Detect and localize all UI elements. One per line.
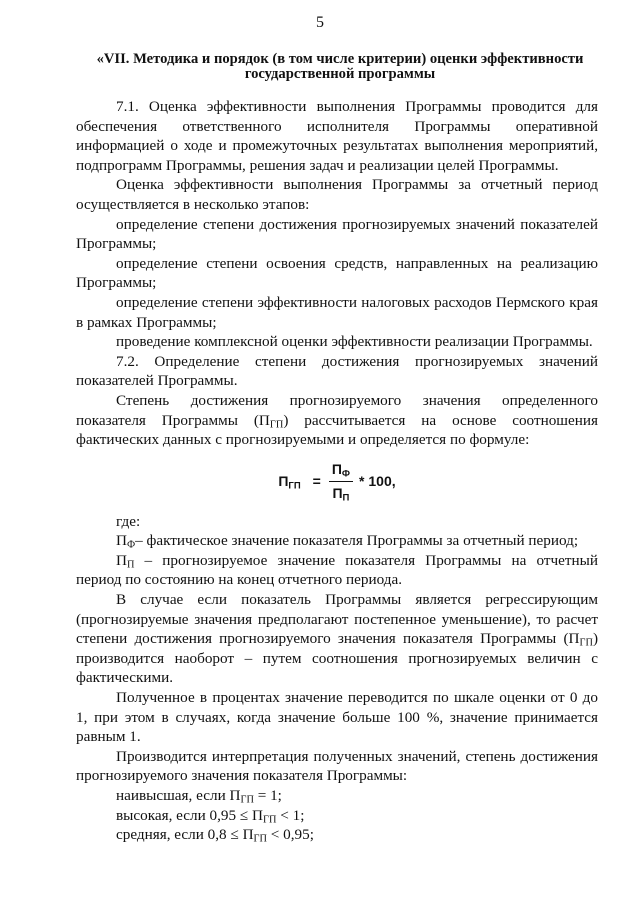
- paragraph-achievement-degree: [76, 391, 598, 450]
- grade-medium: [76, 825, 598, 845]
- text-fragment: ) производится наоборот – путем соотношения прогнозируемых величин с фактическими.: [76, 630, 598, 687]
- subscript-gp: ГП: [240, 794, 254, 806]
- symbol-p: П: [332, 485, 343, 502]
- subscript-f: Ф: [341, 467, 351, 479]
- subscript-gp: ГП: [269, 419, 284, 431]
- symbol-p: П: [331, 460, 342, 477]
- definition-text: – прогнозируемое значение показателя Программы на отчетный период по состоянию на конец отчетного периода.: [76, 551, 598, 589]
- text-fragment: В случае если показатель Программы является регрессирующим (прогнозируемые значения предполагают постепенное уменьшение), то расчет степени достижения прогнозируемого значения показателя Программы (П: [76, 591, 598, 648]
- paragraph-scale: Полученное в процентах значение переводится по шкале оценки от 0 до 1, при этом в случаях, когда значение больше 100 %, значение принимается равным 1.: [76, 689, 598, 746]
- subscript-gp: ГП: [288, 480, 301, 492]
- stage-item-complex-evaluation: проведение комплексной оценки эффективности реализации Программы.: [116, 333, 593, 351]
- stage-item-indicators: определение степени достижения прогнозируемых значений показателей Программы;: [76, 215, 598, 253]
- fraction-numerator: [329, 460, 353, 483]
- grade-condition: < 1;: [276, 806, 305, 824]
- subscript-f: Ф: [126, 539, 136, 551]
- definition-forecast: [76, 551, 598, 590]
- formula: [76, 454, 598, 510]
- definition-fact: [76, 531, 598, 551]
- text-fragment: ) рассчитывается на основе соотношения фактических данных с прогнозируемыми и определяется по формуле:: [76, 411, 598, 449]
- subscript-p: П: [126, 559, 135, 571]
- text-fragment: Степень достижения прогнозируемого значения определенного показателя Программы (П: [76, 391, 598, 429]
- paragraph-interpretation: Производится интерпретация полученных значений, степень достижения прогнозируемого значения показателя Программы:: [76, 747, 598, 785]
- formula-lhs: [278, 472, 300, 492]
- grade-highest: [76, 786, 598, 806]
- definition-text: – фактическое значение показателя Программы за отчетный период;: [135, 532, 579, 550]
- grade-text: высокая, если 0,95 ≤ П: [116, 806, 264, 824]
- document-body: [76, 97, 598, 845]
- paragraph-evaluation-stages: Оценка эффективности выполнения Программы за отчетный период осуществляется в несколько этапов:: [76, 176, 598, 213]
- subscript-gp: ГП: [253, 833, 267, 845]
- formula-multiplier: * 100,: [359, 472, 396, 489]
- grade-text: наивысшая, если П: [116, 787, 241, 804]
- symbol-p: П: [116, 551, 127, 569]
- symbol-p: П: [278, 472, 289, 489]
- paragraph-7-2: 7.2. Определение степени достижения прогнозируемых значений показателей Программы.: [76, 352, 598, 390]
- subscript-gp: ГП: [579, 637, 593, 649]
- grade-text: средняя, если 0,8 ≤ П: [116, 826, 254, 844]
- grade-high: [76, 806, 598, 826]
- subscript-gp: ГП: [263, 814, 277, 826]
- paragraph-7-1: 7.1. Оценка эффективности выполнения Программы проводится для обеспечения ответственного исполнителя Программы оперативной информацией о ходе и промежуточных результатах выполнения мероприятий, подпрограмм Программы, решения задач и реализации целей Программы.: [76, 98, 598, 174]
- fraction-denominator: [329, 482, 352, 504]
- grade-condition: = 1;: [253, 787, 282, 804]
- stage-item-funds: определение степени освоения средств, направленных на реализацию Программы;: [76, 254, 598, 292]
- subscript-p: П: [342, 492, 350, 504]
- section-title: «VII. Методика и порядок (в том числе критерии) оценки эффективности государственной программы: [96, 51, 584, 82]
- formula-fraction: [329, 460, 353, 504]
- grade-condition: < 0,95;: [266, 826, 314, 844]
- paragraph-regressive: [76, 590, 598, 688]
- formula-equals: =: [312, 472, 321, 489]
- stage-item-tax-expenses: определение степени эффективности налоговых расходов Пермского края в рамках Программы;: [76, 293, 598, 331]
- where-label: где:: [116, 512, 141, 530]
- symbol-p: П: [116, 532, 127, 550]
- page-number: 5: [316, 14, 324, 31]
